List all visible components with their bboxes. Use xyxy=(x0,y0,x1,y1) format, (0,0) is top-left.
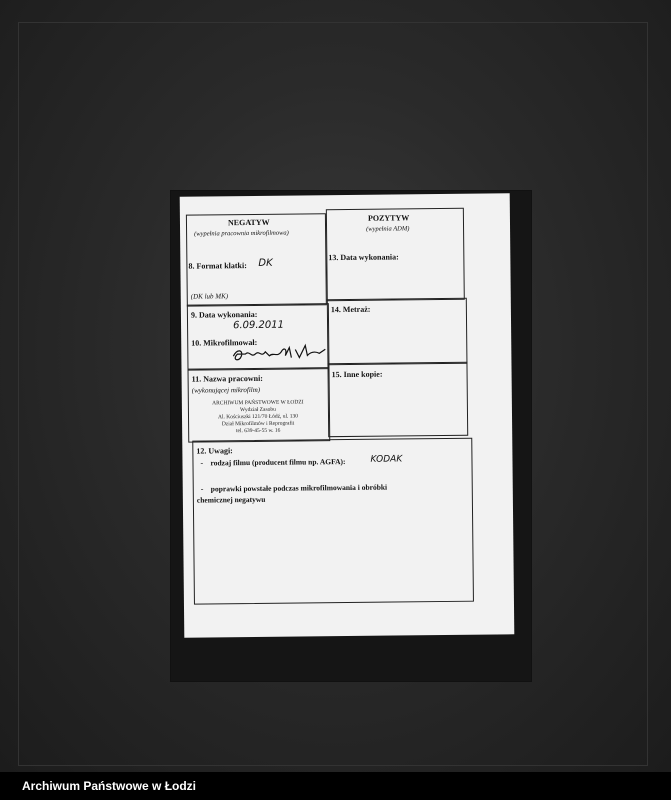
pozytyw-date-label: 13. Data wykonania: xyxy=(328,252,399,263)
remarks-item-1: rodzaj filmu (producent filmu np. AGFA): xyxy=(210,457,346,468)
meters-label: 14. Metraż: xyxy=(330,304,371,315)
remarks-item-2-line-2: chemicznej negatywu xyxy=(196,494,266,505)
pozytyw-subtitle: (wypełnia ADM) xyxy=(366,225,410,233)
stamp-line-3: Al. Kościuszki 121/70 Łódź, ul. 130 xyxy=(217,413,299,421)
archive-footer xyxy=(0,772,671,800)
remarks-bullet-1: - xyxy=(200,458,204,468)
pozytyw-title: POZYTYW xyxy=(367,213,410,223)
date-label: 9. Data wykonania: xyxy=(190,309,258,320)
stamp-line-2: Wydział Zasobu xyxy=(239,406,276,414)
remarks-bullet-2: - xyxy=(200,484,204,494)
stamp-line-1: ARCHIWUM PAŃSTWOWE W ŁODZI xyxy=(212,399,304,407)
stamp-line-4: Dział Mikrofilmów i Reprografii xyxy=(221,420,295,428)
lab-name-label: 11. Nazwa pracowni: xyxy=(191,373,263,384)
format-note: (DK lub MK) xyxy=(190,292,229,301)
footer-text: Archiwum Państwowe w Łodzi xyxy=(22,779,197,793)
remarks-label: 12. Uwagi: xyxy=(196,446,233,456)
copies-label: 15. Inne kopie: xyxy=(331,369,383,380)
negatyw-title: NEGATYW xyxy=(227,217,270,228)
microfilm-form-sheet xyxy=(180,193,515,637)
format-value: DK xyxy=(258,257,273,269)
format-label: 8. Format klatki: xyxy=(188,261,247,271)
negatyw-subtitle: (wypełnia pracownia mikrofilmowa) xyxy=(194,229,289,238)
stamp-line-5: tel. 639-45-55 w. 16 xyxy=(235,427,281,435)
remarks-item-1-value: KODAK xyxy=(370,454,403,465)
signature xyxy=(229,341,329,364)
date-value: 6.09.2011 xyxy=(232,319,285,332)
filmed-label: 10. Mikrofilmował: xyxy=(191,337,258,348)
remarks-item-2-line-1: poprawki powstałe podczas mikrofilmowania i obróbki xyxy=(210,482,388,494)
lab-name-sub: (wykonującej mikrofilm) xyxy=(191,385,261,395)
